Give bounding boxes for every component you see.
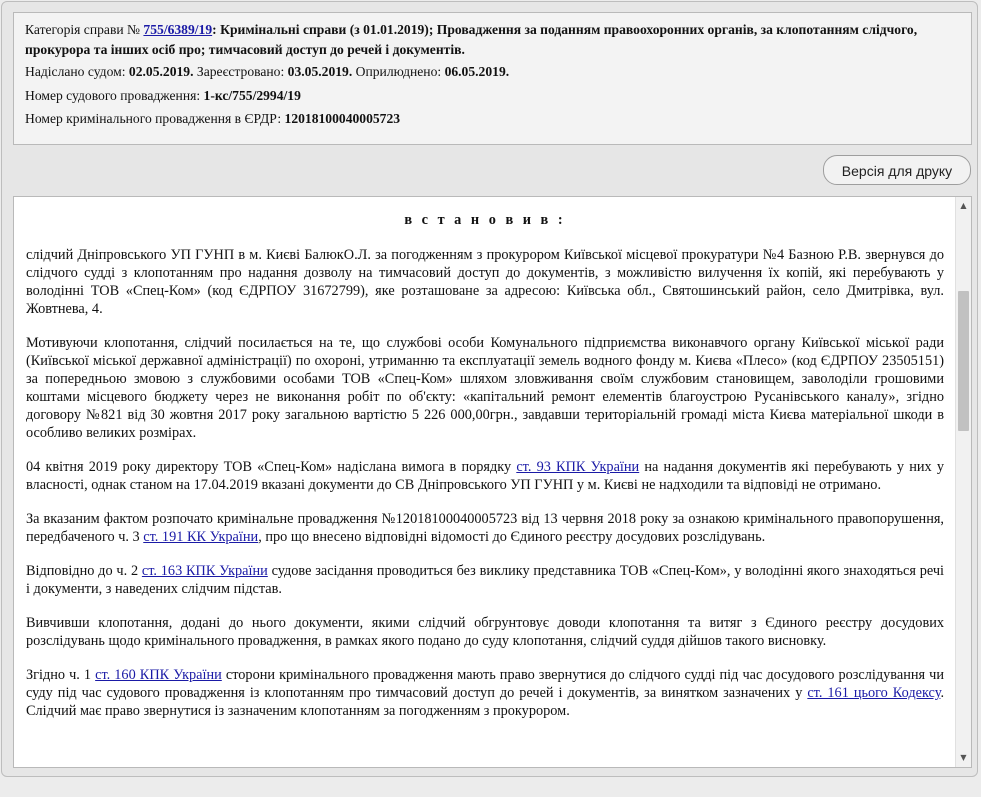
registered-date: 03.05.2019. [287,64,353,79]
clipped-previous-line [26,197,944,201]
document-viewer[interactable] [13,196,972,768]
link-art-161-code[interactable]: ст. 161 цього Кодексу [807,685,941,701]
court-proc-number: 1-кс/755/2994/19 [203,88,301,103]
scroll-down-arrow-icon[interactable]: ▼ [960,753,967,762]
paragraph-7 [26,666,944,720]
paragraph-7-text-mid: сторони кримінального провадження мають право звернутися до слідчого судді під час досудового розслідування чи суду під час судового провадження із клопотанням про тимчасовий доступ до речей і документів, за винятком зазначених у [26,667,944,701]
category-text: : Кримінальні справи (з 01.01.2019); Провадження за поданням правоохоронних органів, за клопотанням слідчого, прокурора та інших осіб про; тимчасовий доступ до речей і документів. [25,22,918,57]
category-label: Категорія справи № [25,22,141,37]
vertical-scrollbar[interactable] [955,197,971,767]
published-label: Оприлюднено: [355,64,442,79]
case-info-box [13,12,972,145]
paragraph-4-text: За вказаним фактом розпочато кримінальне провадження №12018100040005723 від 13 червня 2018 року за ознакою кримінального правопорушення, передбаченого ч. 3 [26,511,944,545]
published-date: 06.05.2019. [444,64,510,79]
sent-date: 02.05.2019. [128,64,194,79]
paragraph-7-text-end: . Слідчий має право звернутися із зазначеним клопотанням за погодженням з прокурором. [26,685,945,719]
criminal-proceeding-line [25,109,960,129]
paragraph-1: слідчий Дніпровського УП ГУНП в м. Києві БалюкО.Л. за погодженням з прокурором Київської місцевої прокуратури №4 Базною Р.В. звернувся до слідчого судді з клопотанням про надання дозволу на тимчасовий доступ до документів, з можливістю вилучення їх копій, які перебувають у володінні ТОВ «Спец-Ком» (код ЄДРПОУ 31672799), яке розташоване за адресою: Київська обл., Святошинський район, село Дмитрівка, вул. Жовтнева, 4. [26,247,944,317]
case-number-link[interactable]: 755/6389/19 [143,22,213,37]
paragraph-4-text-end: , про що внесено відповідні відомості до Єдиного реєстру досудових розслідувань. [258,529,766,545]
scrollbar-thumb[interactable] [958,291,969,431]
paragraph-4 [26,510,944,546]
case-panel [1,1,978,777]
paragraph-5 [26,562,944,598]
dates-line [25,62,960,82]
paragraph-6: Вивчивши клопотання, додані до нього документи, якими слідчий обгрунтовує доводи клопотання та витяг з Єдиного реєстру досудових розслідувань щодо кримінального провадження, в рамках якого подано до суду клопотання, слідчий суддя дійшов такого висновку. [26,615,944,649]
print-version-button[interactable]: Версія для друку [823,155,971,185]
paragraph-3 [26,458,944,494]
criminal-proc-label: Номер кримінального провадження в ЄРДР: [25,111,282,126]
document-heading: в с т а н о в и в : [404,212,566,228]
criminal-proc-number: 12018100040005723 [284,111,401,126]
link-art-191-cc[interactable]: ст. 191 КК України [143,529,259,545]
paragraph-7-text: Згідно ч. 1 [26,667,96,683]
registered-label: Зареєстровано: [196,64,285,79]
paragraph-5-text-end: судове засідання проводиться без виклику представника ТОВ «Спец-Ком», у володінні якого знаходяться речі і документи, з наведених слідчим підстав. [26,563,944,597]
link-art-163-cpc[interactable]: ст. 163 КПК України [141,563,268,579]
scroll-up-arrow-icon[interactable]: ▲ [960,201,967,210]
link-art-93-cpc[interactable]: ст. 93 КПК України [516,459,640,475]
paragraph-3-text-end: на надання документів які перебувають у них у власності, однак станом на 17.04.2019 вказані документи до СВ Дніпровського УП ГУНП у м. Києві не надходили та відповіді не отримано. [26,459,944,493]
paragraph-2: Мотивуючи клопотання, слідчий посилається на те, що службові особи Комунального підприємства виконавчого органу Київської міської ради (Київської міської державної адміністрації) по охороні, утриманню та експлуатації земель водного фонду м. Києва «Плесо» (код ЄДРПОУ 23505151) за попередньою змовою з службовими особами ТОВ «Спец-Ком» шляхом зловживання своїм службовим становищем, заволоділи грошовими коштами місцевого бюджету через не виконання робіт по об'єкту: «капітальний ремонт елементів благоустрою Русанівського каналу», згідно договору №821 від 30 жовтня 2017 року загальною вартістю 5 226 000,00грн., завдавши територіальній громаді міста Києва матеріальної шкоди в особливо великих розмірах. [26,335,944,441]
case-category-line [25,20,960,60]
document-body [26,197,944,736]
court-proc-label: Номер судового провадження: [25,88,201,103]
court-proceeding-line [25,86,960,106]
link-art-160-cpc[interactable]: ст. 160 КПК України [95,667,222,683]
paragraph-5-text: Відповідно до ч. 2 [26,563,142,579]
paragraph-3-text: 04 квітня 2019 року директору ТОВ «Спец-Ком» надіслана вимога в порядку [26,459,517,475]
sent-label: Надіслано судом: [25,64,126,79]
